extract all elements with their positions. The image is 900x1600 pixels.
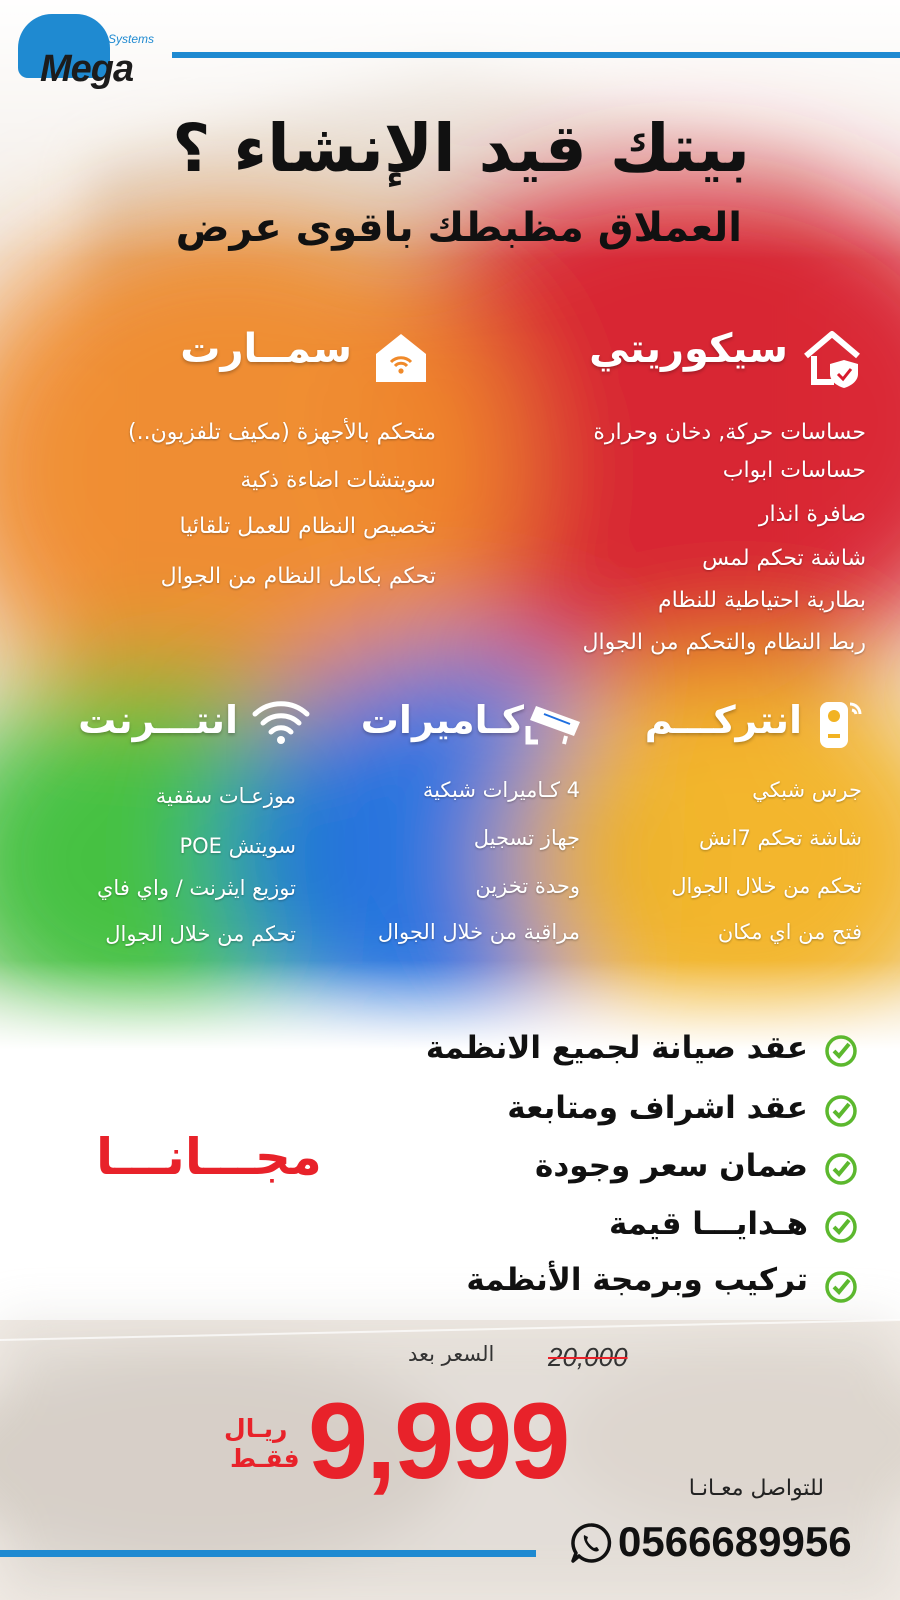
security-item: حساسات حركة, دخان وحرارة xyxy=(593,420,866,445)
smart-item: تحكم بكامل النظام من الجوال xyxy=(160,564,436,589)
check-icon xyxy=(824,1210,858,1244)
intercom-item: تحكم من خلال الجوال xyxy=(671,874,862,898)
currency-label: ريـال xyxy=(224,1414,288,1443)
smart-item: سويتشات اضاءة ذكية xyxy=(240,468,436,493)
cameras-title: كـاميرات xyxy=(360,698,524,742)
doorbell-icon xyxy=(810,696,866,752)
bottom-divider xyxy=(0,1550,536,1557)
check-icon xyxy=(824,1094,858,1128)
check-icon xyxy=(824,1034,858,1068)
subheadline: العملاق مظبطك باقوى عرض xyxy=(175,205,742,251)
camera-item: 4 كـاميرات شبكية xyxy=(422,778,580,802)
security-title: سيكوريتي xyxy=(589,326,788,372)
security-item: شاشة تحكم لمس xyxy=(702,546,866,571)
smart-title: سمــارت xyxy=(180,326,352,372)
security-item: حساسات ابواب xyxy=(722,458,866,483)
smart-item: تخصيص النظام للعمل تلقائيا xyxy=(179,514,436,539)
check-icon xyxy=(824,1152,858,1186)
benefit-item: تركيب وبرمجة الأنظمة xyxy=(466,1262,808,1298)
security-item: صافرة انذار xyxy=(758,502,866,527)
smart-home-icon xyxy=(372,328,430,386)
after-label: السعر بعد xyxy=(408,1342,495,1366)
whatsapp-icon xyxy=(570,1522,612,1564)
benefit-item: هـدايـــا قيمة xyxy=(608,1206,808,1242)
internet-title: انتـــرنت xyxy=(78,698,238,742)
internet-item: تحكم من خلال الجوال xyxy=(105,922,296,946)
cctv-camera-icon xyxy=(522,696,584,752)
logo-sub: Systems xyxy=(108,32,155,46)
check-icon xyxy=(824,1270,858,1304)
camera-item: وحدة تخزين xyxy=(475,874,580,898)
contact-label: للتواصل معـانـا xyxy=(688,1476,824,1501)
price: 9,999 xyxy=(308,1380,569,1501)
security-item: ربط النظام والتحكم من الجوال xyxy=(582,630,866,655)
logo-word: Mega xyxy=(40,48,134,90)
camera-item: جهاز تسجيل xyxy=(473,826,580,850)
headline: بيتك قيد الإنشاء ؟ xyxy=(172,110,750,187)
benefit-item: ضمان سعر وجودة xyxy=(535,1148,808,1184)
free-label: مجـــانـــا xyxy=(96,1128,322,1186)
camera-item: مراقبة من خلال الجوال xyxy=(377,920,580,944)
top-divider xyxy=(172,52,900,58)
intercom-item: شاشة تحكم 7انش xyxy=(698,826,862,850)
brand-logo xyxy=(14,10,164,90)
wifi-icon xyxy=(252,698,310,746)
internet-item: سويتش POE xyxy=(179,834,296,858)
house-shield-icon xyxy=(800,326,864,390)
internet-item: توزيع ايثرنت / واي فاي xyxy=(97,876,296,900)
old-price: 20,000 xyxy=(548,1342,628,1372)
internet-item: موزعـات سقفية xyxy=(155,784,296,808)
phone-number[interactable]: 0566689956 xyxy=(618,1518,852,1565)
security-item: بطارية احتياطية للنظام xyxy=(657,588,866,613)
benefit-item: عقد اشراف ومتابعة xyxy=(507,1090,808,1126)
intercom-item: جرس شبكي xyxy=(752,778,862,802)
benefit-item: عقد صيانة لجميع الانظمة xyxy=(425,1030,808,1066)
only-label: فقـط xyxy=(230,1444,300,1473)
intercom-item: فتح من اي مكان xyxy=(717,920,862,944)
intercom-title: انتركـــم xyxy=(644,698,802,742)
smart-item: متحكم بالأجهزة (مكيف تلفزيون..) xyxy=(128,420,436,445)
